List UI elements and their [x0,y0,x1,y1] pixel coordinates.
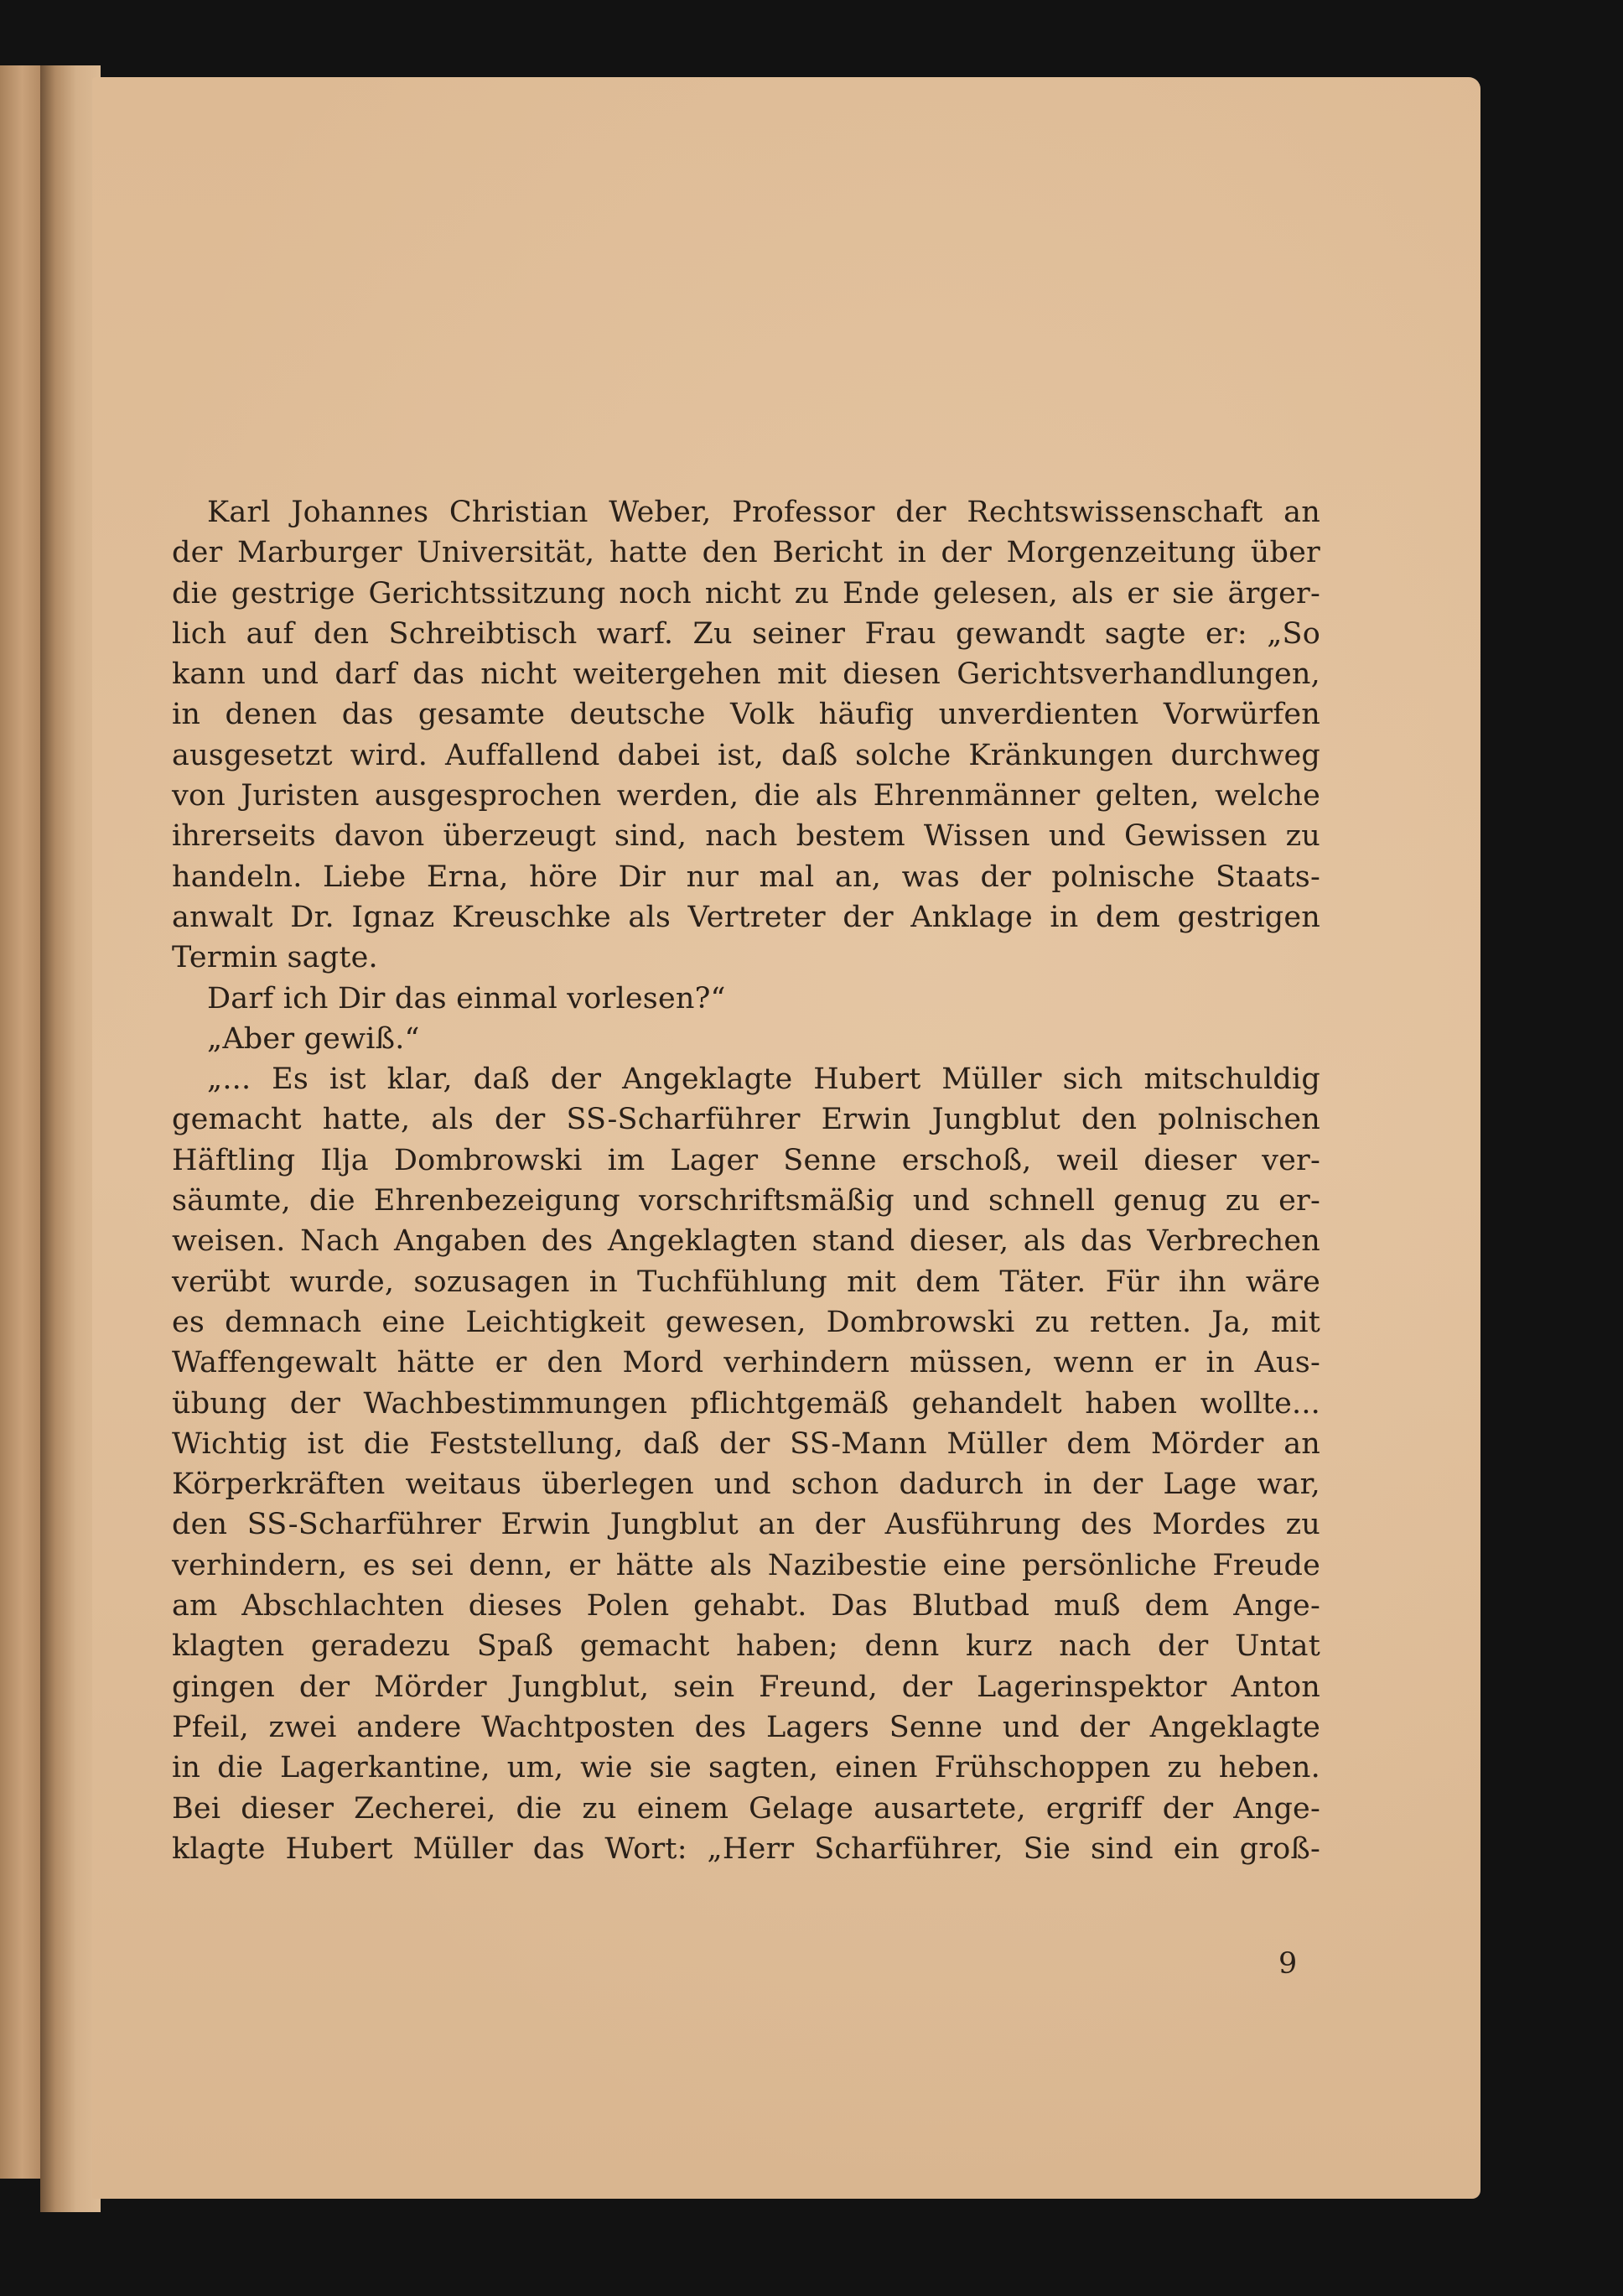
text-line: Wichtig ist die Feststellung, daß der SS-Mann Müller dem Mörder an [172,1426,1320,1461]
text-line: in die Lagerkantine, um, wie sie sagten, einen Frühschoppen zu heben. [172,1751,1320,1785]
text-line: Waffengewalt hätte er den Mord verhindern müssen, wenn er in Aus- [172,1346,1320,1380]
text-line: verübt wurde, sozusagen in Tuchfühlung mit dem Täter. Für ihn wäre [172,1265,1320,1299]
text-line: ausgesetzt wird. Auffallend dabei ist, daß solche Kränkungen durchweg [172,738,1320,772]
text-line: anwalt Dr. Ignaz Kreuschke als Vertreter der Anklage in dem gestrigen [172,900,1320,934]
text-line: Pfeil, zwei andere Wachtposten des Lagers Senne und der Angeklagte [172,1710,1320,1744]
text-line: „... Es ist klar, daß der Angeklagte Hubert Müller sich mitschuldig [207,1062,1320,1097]
text-line: säumte, die Ehrenbezeigung vorschriftsmäßig und schnell genug zu er- [172,1184,1320,1218]
text-line: von Juristen ausgesprochen werden, die als Ehrenmänner gelten, welche [172,779,1320,813]
text-line: Häftling Ilja Dombrowski im Lager Senne erschoß, weil dieser ver- [172,1143,1320,1177]
text-line: klagten geradezu Spaß gemacht haben; denn kurz nach der Untat [172,1629,1320,1664]
page-number: 9 [1278,1947,1298,1981]
text-line: Bei dieser Zecherei, die zu einem Gelage ausartete, ergriff der Ange- [172,1791,1320,1826]
text-line: klagte Hubert Müller das Wort: „Herr Scharführer, Sie sind ein groß- [172,1831,1320,1866]
text-line: weisen. Nach Angaben des Angeklagten stand dieser, als das Verbrechen [172,1224,1320,1259]
text-line: den SS-Scharführer Erwin Jungblut an der Ausführung des Mordes zu [172,1508,1320,1542]
text-line: Darf ich Dir das einmal vorlesen?“ [207,981,726,1016]
text-line: ihrerseits davon überzeugt sind, nach bestem Wissen und Gewissen zu [172,819,1320,854]
text-line: die gestrige Gerichtssitzung noch nicht zu Ende gelesen, als er sie ärger- [172,576,1320,610]
text-line: handeln. Liebe Erna, höre Dir nur mal an, was der polnische Staats- [172,860,1320,894]
text-line: kann und darf das nicht weitergehen mit diesen Gerichtsverhandlungen, [172,657,1320,692]
text-line: Termin sagte. [172,941,378,975]
text-line: der Marburger Universität, hatte den Bericht in der Morgenzeitung über [172,536,1320,570]
text-line: gemacht hatte, als der SS-Scharführer Erwin Jungblut den polnischen [172,1103,1320,1137]
text-line: Körperkräften weitaus überlegen und schon dadurch in der Lage war, [172,1467,1320,1502]
text-line: lich auf den Schreibtisch warf. Zu seiner Frau gewandt sagte er: „So [172,616,1320,651]
text-line: verhindern, es sei denn, er hätte als Nazibestie eine persönliche Freude [172,1548,1320,1582]
text-line: am Abschlachten dieses Polen gehabt. Das Blutbad muß dem Ange- [172,1589,1320,1623]
text-line: Karl Johannes Christian Weber, Professor der Rechtswissenschaft an [207,496,1320,529]
text-line: „Aber gewiß.“ [207,1021,420,1056]
body-text [172,492,1320,1869]
left-page-edge [0,65,40,2179]
text-line: es demnach eine Leichtigkeit gewesen, Dombrowski zu retten. Ja, mit [172,1305,1320,1339]
text-line: in denen das gesamte deutsche Volk häufig unverdienten Vorwürfen [172,698,1320,732]
text-line: gingen der Mörder Jungblut, sein Freund, der Lagerinspektor Anton [172,1670,1320,1704]
text-line: übung der Wachbestimmungen pflichtgemäß gehandelt haben wollte... [172,1386,1320,1421]
